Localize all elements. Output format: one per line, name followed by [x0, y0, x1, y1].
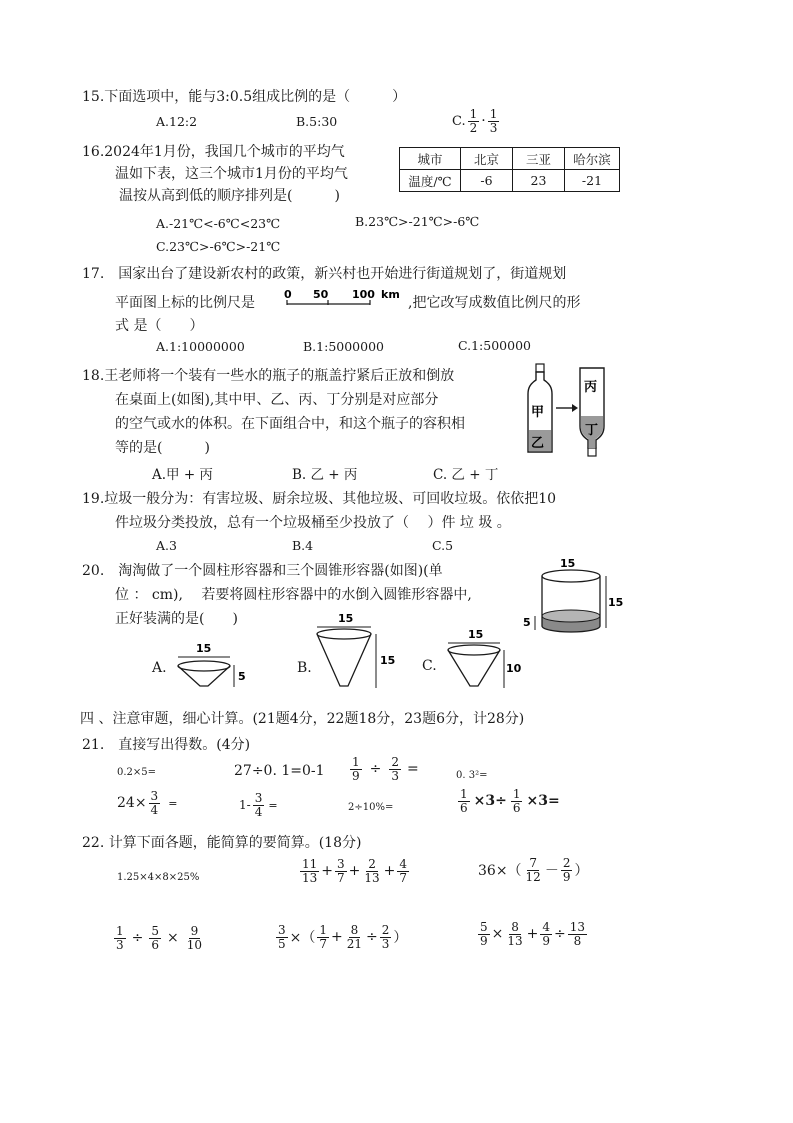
dim-label: 15	[608, 596, 624, 609]
q22-problem-1: 1.25×4×8×25%	[117, 872, 200, 883]
fraction: $\frac{7}{12}$	[525, 856, 541, 884]
q22-title: 22. 计算下面各题，能简算的要简算。(18分)	[82, 835, 362, 851]
q22-problem-4	[112, 925, 206, 951]
q20-line2: 位 ： cm), 若要将圆柱形容器中的水倒入圆锥形容器中,	[115, 587, 472, 603]
expr-text: 1-	[239, 798, 251, 813]
expr-text: 24×	[117, 795, 147, 812]
fraction: $\frac{1}{3}$	[489, 107, 498, 135]
q17-line3: 式 是（ ）	[115, 318, 204, 334]
q21-expr-4: 0. 3²=	[456, 770, 488, 781]
fraction: $\frac{2}{3}$	[391, 755, 400, 783]
expr-text: 36×（	[478, 863, 522, 880]
q18-option-a: A.甲 + 丙	[152, 467, 213, 483]
q20-option-c-label: C.	[422, 658, 437, 674]
dim-label: 5	[523, 616, 531, 629]
q18-line4: 等的是( )	[115, 440, 210, 456]
operator: ÷	[554, 926, 566, 943]
dim-label: 15	[338, 612, 354, 625]
table-cell: 23	[513, 170, 565, 192]
section-4-title: 四 、注意审题，细心计算。(21题4分，22题18分，23题6分，计28分)	[80, 711, 525, 727]
bottle-figure	[522, 360, 612, 460]
table-row	[400, 148, 620, 170]
q21-expr-2: 27÷0. 1=0-1	[234, 763, 325, 779]
q21-expr-1: 0.2×5=	[117, 767, 157, 778]
fraction: $\frac{3}{7}$	[337, 857, 345, 885]
operator: +	[526, 926, 539, 943]
fraction: $\frac{1}{9}$	[352, 755, 360, 783]
expr-text: ×（	[289, 930, 316, 947]
fraction: $\frac{3}{4}$	[254, 791, 263, 819]
operator: ×	[167, 930, 179, 947]
fraction: $\frac{3}{5}$	[278, 923, 286, 951]
q19-option-c: C.5	[432, 538, 454, 553]
expr-text: ×3=	[526, 793, 560, 810]
fraction: $\frac{11}{13}$	[302, 857, 318, 885]
q19-option-a: A.3	[156, 538, 177, 553]
dim-label: 10	[506, 662, 522, 675]
q16-option-c: C.23℃>-6℃>-21℃	[156, 239, 281, 254]
fraction: $\frac{8}{21}$	[346, 923, 363, 951]
table-cell: 温度/℃	[400, 170, 461, 192]
q21-expr-6	[239, 792, 278, 818]
fraction: $\frac{1}{7}$	[319, 923, 328, 951]
q16-option-a: A.-21℃<-6℃<23℃	[156, 216, 281, 231]
expr-text: ）	[574, 863, 589, 880]
operator: +	[331, 929, 343, 946]
scale-label: km	[381, 288, 400, 301]
fraction: $\frac{5}{9}$	[480, 920, 488, 948]
q16-line1: 16.2024年1月份，我国几个城市的平均气	[82, 144, 345, 160]
option-label: C.	[452, 113, 466, 129]
dim-label: 15	[560, 557, 576, 570]
label-ding: 丁	[585, 423, 599, 438]
q19-option-b: B.4	[292, 538, 314, 553]
q18-option-b: B. 乙 + 丙	[292, 467, 358, 483]
q22-problem-2	[298, 858, 411, 884]
label-bing: 丙	[584, 380, 598, 395]
expr-text: ）	[393, 930, 408, 947]
q21-title: 21. 直接写出得数。(4分)	[82, 737, 251, 753]
table-cell: -6	[461, 170, 513, 192]
q18-line2: 在桌面上(如图),其中甲、乙、丙、丁分别是对应部分	[115, 392, 439, 408]
q18-option-c: C. 乙 + 丁	[433, 467, 499, 483]
q20-option-a-label: A.	[152, 660, 167, 676]
operator: ÷	[369, 761, 382, 778]
q16-line2: 温如下表，这三个城市1月份的平均气	[115, 166, 348, 182]
q21-expr-7: 2÷10%=	[348, 802, 394, 813]
operator: +	[383, 863, 396, 880]
q15-option-a: A.12:2	[156, 114, 198, 129]
q21-expr-3	[348, 756, 419, 782]
equals: =	[168, 796, 178, 810]
q16-option-b: B.23℃>-21℃>-6℃	[355, 214, 480, 229]
dim-label: 5	[238, 670, 246, 683]
q17-line2-pre: 平面图上标的比例尺是	[115, 295, 255, 311]
operator: +	[321, 863, 334, 880]
fraction: $\frac{2}{3}$	[381, 923, 390, 951]
cone-c-figure	[440, 622, 525, 692]
q17-option-c: C.1:500000	[458, 338, 531, 353]
q18-line3: 的空气或水的体积。在下面组合中，和这个瓶子的容积相	[115, 416, 465, 432]
scale-label: 100	[352, 288, 375, 301]
label-jia: 甲	[531, 405, 545, 420]
q16-line3: 温按从高到低的顺序排列是( )	[119, 188, 340, 204]
label-yi: 乙	[531, 436, 545, 451]
q21-expr-8	[456, 788, 560, 814]
fraction: $\frac{1}{2}$	[469, 107, 478, 135]
q17-line2-post: ,把它改写成数值比例尺的形	[408, 295, 581, 311]
fraction: $\frac{1}{3}$	[116, 924, 124, 952]
operator: －	[544, 863, 559, 880]
operator: ×	[491, 926, 504, 943]
q15-option-c	[452, 108, 501, 134]
q15-option-b: B.5:30	[296, 114, 338, 129]
fraction: $\frac{8}{13}$	[507, 920, 523, 948]
table-cell: 三亚	[513, 148, 565, 170]
table-cell: -21	[565, 170, 620, 192]
equals: =	[407, 761, 419, 778]
table-cell: 北京	[461, 148, 513, 170]
fraction: $\frac{13}{8}$	[569, 920, 586, 948]
q19-line2: 件垃圾分类投放，总有一个垃圾桶至少投放了（ ）件 垃 圾 。	[115, 515, 511, 531]
q15-stem: 15.下面选项中，能与3:0.5组成比例的是（ ）	[82, 89, 407, 105]
fraction: $\frac{1}{6}$	[512, 787, 521, 815]
fraction: $\frac{1}{6}$	[460, 787, 468, 815]
fraction: $\frac{2}{9}$	[562, 856, 571, 884]
table-cell: 哈尔滨	[565, 148, 620, 170]
q20-line3: 正好装满的是( )	[115, 611, 238, 627]
operator: ÷	[366, 929, 378, 946]
q17-line1: 17. 国家出台了建设新农村的政策，新兴村也开始进行街道规划了，街道规划	[82, 266, 567, 282]
fraction: $\frac{4}{9}$	[542, 920, 551, 948]
q17-option-a: A.1:10000000	[156, 339, 245, 354]
table-cell: 城市	[400, 148, 461, 170]
dim-label: 15	[380, 654, 396, 667]
q19-line1: 19.垃圾一般分为：有害垃圾、厨余垃圾、其他垃圾、可回收垃圾。依依把10	[82, 491, 557, 507]
dim-label: 15	[196, 642, 212, 655]
dim-label: 15	[468, 628, 484, 641]
equals: =	[268, 798, 278, 812]
q18-line1: 18.王老师将一个装有一些水的瓶子的瓶盖拧紧后正放和倒放	[82, 368, 455, 384]
q22-problem-3	[478, 857, 588, 883]
expr-text: ×3÷	[473, 793, 507, 810]
fraction: $\frac{3}{4}$	[150, 789, 159, 817]
operator: +	[348, 863, 361, 880]
scale-label: 0	[284, 288, 292, 301]
operator: ÷	[131, 930, 144, 947]
q20-option-b-label: B.	[297, 660, 312, 676]
fraction: $\frac{5}{6}$	[151, 924, 160, 952]
fraction: $\frac{4}{7}$	[399, 857, 408, 885]
scale-bar	[282, 286, 412, 312]
q22-problem-6	[476, 921, 589, 947]
cone-b-figure	[310, 608, 395, 692]
cone-a-figure	[172, 638, 252, 694]
q21-expr-5	[117, 790, 177, 816]
fraction: $\frac{2}{13}$	[364, 857, 380, 885]
cylinder-figure	[520, 556, 624, 644]
fraction: $\frac{9}{10}$	[186, 924, 203, 952]
q17-option-b: B.1:5000000	[303, 339, 384, 354]
q20-line1: 20. 淘淘做了一个圆柱形容器和三个圆锥形容器(如图)(单	[82, 563, 443, 579]
separator: ·	[481, 113, 486, 130]
q22-problem-5	[274, 924, 407, 950]
temperature-table	[399, 147, 620, 192]
table-row	[400, 170, 620, 192]
scale-label: 50	[313, 288, 329, 301]
